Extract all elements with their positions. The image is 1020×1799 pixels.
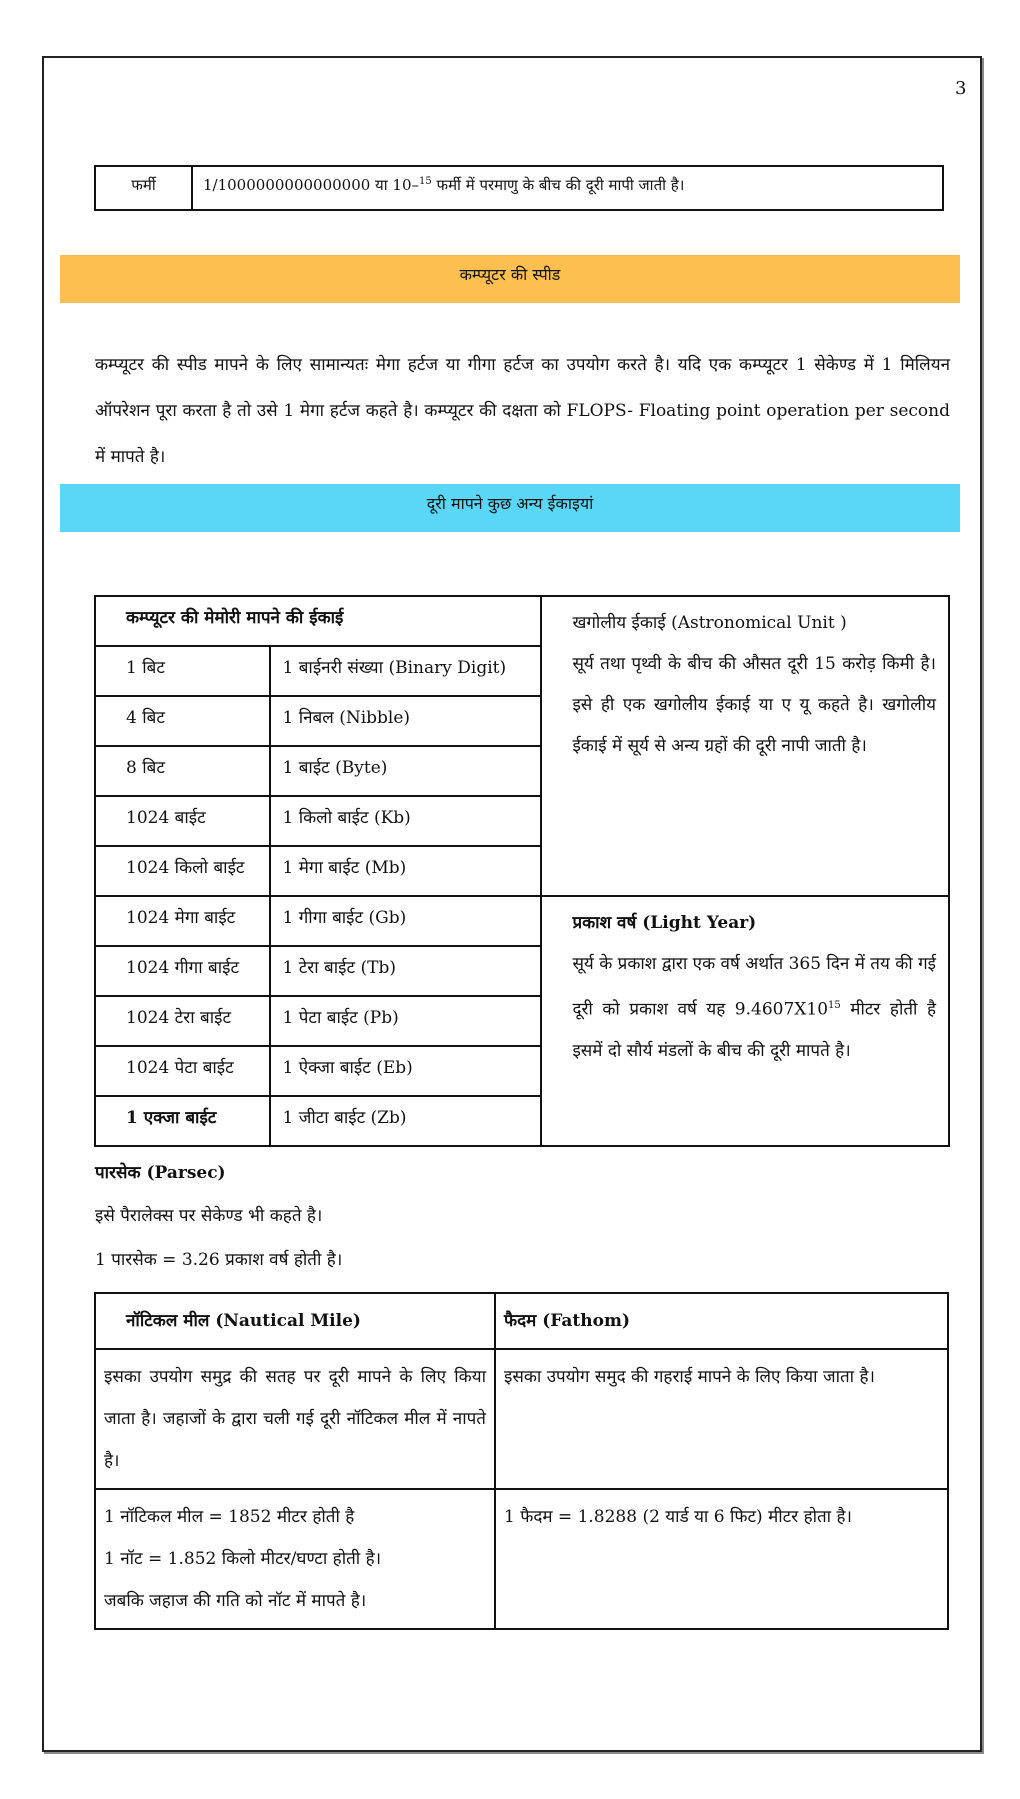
parsec-line-1: इसे पैरालेक्स पर सेकेण्ड भी कहते है। (95, 1206, 323, 1226)
row-to: 1 मेगा बाईट (Mb) (270, 846, 542, 896)
fermi-table (94, 165, 944, 211)
computer-speed-heading: कम्प्यूटर की स्पीड (60, 255, 960, 303)
fermi-unit: फर्मी (95, 166, 192, 210)
astronomical-unit-title: खगोलीय ईकाई (Astronomical Unit ) (572, 613, 847, 633)
row-to: 1 पेटा बाईट (Pb) (270, 996, 542, 1046)
light-year-title: प्रकाश वर्ष (Light Year) (572, 913, 757, 933)
light-year-text: सूर्य के प्रकाश द्वारा एक वर्ष अर्थात 365 दिन में तय की गई दूरी को प्रकाश वर्ष यह $9.4607X10^{15}$ मीटर होती है इसमें दो सौर्य मंडलों के बीच की दूरी मापते है। (572, 954, 937, 1061)
fathom-fact: 1 फैदम = 1.8288 (2 यार्ड या 6 फिट) मीटर होता है। (495, 1489, 948, 1629)
computer-speed-paragraph: कम्प्यूटर की स्पीड मापने के लिए सामान्यतः मेगा हर्टज या गीगा हर्टज का उपयोग करते है। यदि एक कम्प्यूटर 1 सेकेण्ड में 1 मिलियन ऑपरेशन पूरा करता है तो उसे 1 मेगा हर्टज कहते है। कम्प्यूटर की दक्षता को FLOPS- Floating point operation per second में मापते है। (95, 355, 950, 467)
row-from: 1024 मेगा बाईट (95, 896, 270, 946)
parsec-line-2: 1 पारसेक = 3.26 प्रकाश वर्ष होती है। (95, 1250, 343, 1270)
row-from: 1024 पेटा बाईट (95, 1046, 270, 1096)
row-from: 1024 टेरा बाईट (95, 996, 270, 1046)
page-number: 3 (955, 78, 967, 99)
astronomical-unit-text: सूर्य तथा पृथ्वी के बीच की औसत दूरी 15 करोड़ किमी है। इसे ही एक खगोलीय ईकाई या ए यू कहते है। खगोलीय ईकाई में सूर्य से अन्य ग्रहों की दूरी नापी जाती है। (572, 654, 936, 756)
row-to: 1 ऐक्जा बाईट (Eb) (270, 1046, 542, 1096)
table-row (95, 896, 949, 946)
row-to: 1 बाईट (Byte) (270, 746, 542, 796)
row-to: 1 किलो बाईट (Kb) (270, 796, 542, 846)
row-to: 1 जीटा बाईट (Zb) (270, 1096, 542, 1146)
row-from: 1 बिट (95, 646, 270, 696)
fathom-description: इसका उपयोग समुद की गहराई मापने के लिए किया जाता है। (495, 1349, 948, 1489)
other-units-heading: दूरी मापने कुछ अन्य ईकाइयां (60, 484, 960, 532)
light-year-cell (541, 896, 949, 1146)
row-from: 1024 किलो बाईट (95, 846, 270, 896)
nautical-mile-description: इसका उपयोग समुद्र की सतह पर दूरी मापने के लिए किया जाता है। जहाजों के द्वारा चली गई दूरी नॉटिकल मील में नापते है। (95, 1349, 495, 1489)
row-to: 1 बाईनरी संख्या (Binary Digit) (270, 646, 542, 696)
astronomical-unit-cell (541, 596, 949, 896)
row-from: 1024 गीगा बाईट (95, 946, 270, 996)
row-from: 8 बिट (95, 746, 270, 796)
row-from: 1024 बाईट (95, 796, 270, 846)
nautical-fact: 1 नॉट = 1.852 किलो मीटर/घण्टा होती है। (104, 1549, 382, 1569)
nautical-fathom-table (94, 1292, 949, 1630)
nautical-mile-title: नॉटिकल मील (Nautical Mile) (95, 1293, 495, 1349)
memory-units-table (94, 595, 950, 1147)
row-to: 1 टेरा बाईट (Tb) (270, 946, 542, 996)
row-from: 1 एक्जा बाईट (95, 1096, 270, 1146)
nautical-fact: जबकि जहाज की गति को नॉट में मापते है। (104, 1591, 367, 1611)
row-to: 1 निबल (Nibble) (270, 696, 542, 746)
nautical-fact: 1 नॉटिकल मील = 1852 मीटर होती है (104, 1507, 355, 1527)
nautical-mile-facts (95, 1489, 495, 1629)
row-from: 4 बिट (95, 696, 270, 746)
row-to: 1 गीगा बाईट (Gb) (270, 896, 542, 946)
fermi-description: 1/1000000000000000 या 10–$^{15}$ फर्मी में परमाणु के बीच की दूरी मापी जाती है। (192, 166, 943, 210)
fathom-title: फैदम (Fathom) (495, 1293, 948, 1349)
memory-table-heading: कम्प्यूटर की मेमोरी मापने की ईकाई (95, 596, 541, 646)
parsec-title: पारसेक (Parsec) (95, 1163, 226, 1183)
